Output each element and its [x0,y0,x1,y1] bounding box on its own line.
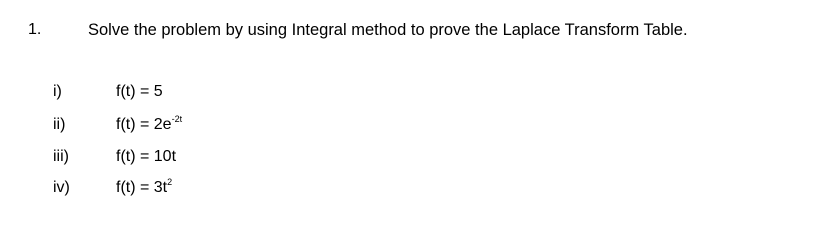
item-label: ii) [53,116,66,133]
expression-base: f(t) = 5 [116,83,163,100]
list-item [0,148,825,172]
expression-base: f(t) = 10t [116,148,177,165]
expression-superscript: 2 [167,176,173,187]
question-prompt: Solve the problem by using Integral method to prove the Laplace Transform Table. [88,21,688,39]
item-label: iii) [53,148,69,165]
expression-base: f(t) = 3t [116,179,168,196]
item-expression [116,83,163,101]
list-item [0,83,825,107]
expression-base: f(t) = 2e [116,116,172,133]
item-label: i) [53,83,62,100]
item-expression [116,113,183,134]
list-item [0,176,825,203]
item-label: iv) [53,179,70,196]
item-expression [116,148,176,166]
question-number: 1. [28,21,42,38]
expression-superscript: -2t [171,113,183,124]
list-item [0,113,825,140]
item-expression [116,176,173,197]
